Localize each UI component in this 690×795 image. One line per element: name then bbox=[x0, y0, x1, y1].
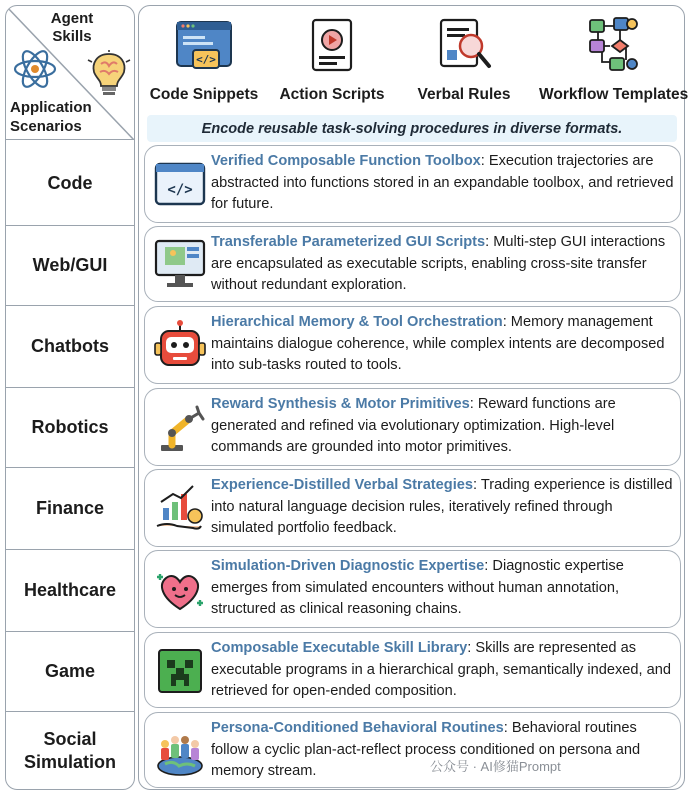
skill-card-chatbots bbox=[144, 306, 681, 384]
code-screen-icon bbox=[153, 158, 207, 212]
skill-type-workflow-templates bbox=[539, 14, 687, 104]
skill-type-action-scripts bbox=[267, 14, 397, 104]
application-scenarios-label: Application Scenarios bbox=[10, 99, 92, 135]
card-description: : Memory management maintains dialogue coherence, while complex intents are decomposed into sub-tasks routed to tools. bbox=[211, 314, 665, 373]
card-description: : Reward functions are generated and refined via evolutionary optimization. High-level commands are grounded into motor primitives. bbox=[211, 396, 616, 455]
robot-head-icon bbox=[153, 319, 207, 373]
card-title: Transferable Parameterized GUI Scripts bbox=[211, 234, 486, 250]
corner-header bbox=[6, 6, 134, 140]
creeper-block-icon bbox=[153, 644, 207, 698]
skill-card-robotics bbox=[144, 388, 681, 466]
scenario-code: Code bbox=[6, 142, 134, 226]
card-title: Simulation-Driven Diagnostic Expertise bbox=[211, 558, 485, 574]
scenario-healthcare: Healthcare bbox=[6, 550, 134, 632]
scenario-social-simulation: Social Simulation bbox=[23, 729, 116, 772]
skill-card-finance bbox=[144, 469, 681, 547]
scenario-robotics: Robotics bbox=[6, 388, 134, 468]
card-title: Verified Composable Function Toolbox bbox=[211, 153, 481, 169]
card-title: Persona-Conditioned Behavioral Routines bbox=[211, 720, 504, 736]
scenario-column bbox=[5, 5, 135, 790]
scenario-chatbots: Chatbots bbox=[6, 306, 134, 388]
skill-type-code-snippets bbox=[139, 14, 269, 104]
agent-skills-label: Agent Skills bbox=[50, 10, 94, 45]
card-title: Experience-Distilled Verbal Strategies bbox=[211, 477, 473, 493]
scenario-game: Game bbox=[6, 632, 134, 712]
finance-growth-icon bbox=[153, 482, 207, 536]
code-window-icon bbox=[171, 14, 237, 80]
scenario-finance: Finance bbox=[6, 468, 134, 550]
skill-card-game bbox=[144, 632, 681, 708]
heart-health-icon bbox=[153, 563, 207, 617]
script-document-icon bbox=[299, 14, 365, 80]
card-description: : Diagnostic expertise emerges from simulated encounters without human annotation, structured as clinical reasoning chains. bbox=[211, 558, 624, 617]
card-title: Composable Executable Skill Library bbox=[211, 640, 468, 656]
svg-text:</>: </> bbox=[196, 53, 216, 66]
people-globe-icon bbox=[153, 724, 207, 778]
skill-card-healthcare bbox=[144, 550, 681, 628]
skill-type-label: Code Snippets bbox=[149, 86, 259, 103]
magnifier-document-icon bbox=[431, 14, 497, 80]
skill-card-social-simulation bbox=[144, 712, 681, 788]
watermark: 公众号 · AI修猫Prompt bbox=[430, 759, 561, 774]
card-description: : Skills are represented as executable programs in a hierarchical graph, semantically indexed, and retrieved for open-ended composition. bbox=[211, 640, 671, 699]
svg-text:</>: </> bbox=[167, 182, 193, 198]
skill-type-label: Action Scripts bbox=[279, 86, 385, 103]
skill-type-label: Workflow Templates bbox=[539, 86, 689, 103]
skill-card-web-gui bbox=[144, 226, 681, 302]
card-title: Hierarchical Memory & Tool Orchestration bbox=[211, 314, 503, 330]
workflow-icon bbox=[580, 14, 646, 80]
atom-icon bbox=[12, 46, 58, 92]
skills-panel bbox=[138, 5, 689, 790]
skill-type-verbal-rules bbox=[399, 14, 529, 104]
brain-bulb-icon bbox=[86, 50, 132, 98]
card-description: : Behavioral routines follow a cyclic plan-act-reflect process conditioned on persona and memory stream. bbox=[211, 720, 641, 779]
skill-card-code bbox=[144, 145, 681, 223]
card-description: : Execution trajectories are abstracted into functions stored in an expandable toolbox, and retrieved for future. bbox=[211, 153, 674, 212]
skill-types-header bbox=[139, 6, 689, 114]
monitor-gui-icon bbox=[153, 237, 207, 291]
card-title: Reward Synthesis & Motor Primitives bbox=[211, 396, 470, 412]
card-description: : Trading experience is distilled into natural language decision rules, iteratively refined through simulated portfolio feedback. bbox=[211, 477, 673, 536]
card-description: : Multi-step GUI interactions are encapsulated as executable scripts, enabling cross-site transfer without redundant exploration. bbox=[211, 234, 666, 293]
robot-arm-icon bbox=[153, 401, 207, 455]
skill-type-label: Verbal Rules bbox=[417, 86, 511, 103]
banner: Encode reusable task-solving procedures in diverse formats. bbox=[147, 115, 677, 142]
scenario-web-gui: Web/GUI bbox=[6, 226, 134, 306]
